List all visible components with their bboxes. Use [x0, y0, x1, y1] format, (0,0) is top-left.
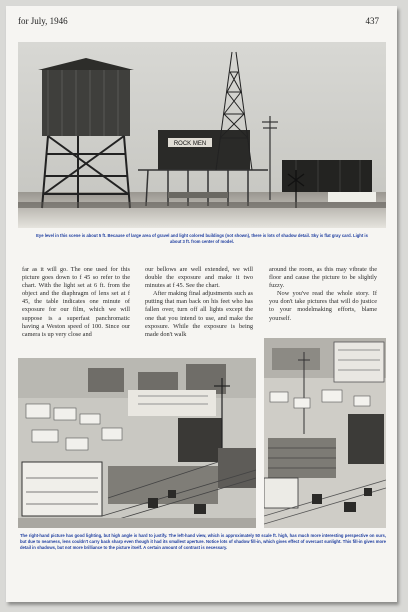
column-3-paragraph-2: Now you've read the whole story. If you don't take pictures that will do justice to your modelmaking efforts, blame yourself.	[269, 290, 377, 322]
top-photo-caption: Eye level in this scene is about 5 ft. Because of large area of gravel and light colored buildings (not shown), there is lots of shadow detail. Sky is flat gray card. Light is about 3 ft. from center of model.	[36, 233, 368, 245]
bottom-left-photo-rail-yard	[18, 358, 256, 528]
column-2-paragraph-1: our bellows are well extended, we will double the exposure and make it two minutes at f 45. See the chart.	[145, 266, 253, 290]
coal-dock-sign: ROCK MEN	[173, 141, 207, 147]
bottom-right-photo-high-angle	[264, 338, 386, 528]
page-number: 437	[365, 16, 379, 26]
rail-yard-photo-image	[18, 358, 256, 528]
column-1-paragraph: far as it will go. The one used for this picture goes down to f 45 so refer to the chart. With the light set at 6 ft. from the object and the diaphragm of lens set at f 45, the table indicates one minute of exposure for our film, which we will suppose is a superfast panchromatic having a Weston speed of 100. Since our camera is up very close and	[22, 266, 130, 338]
text-column-1	[22, 266, 130, 339]
magazine-page	[6, 6, 397, 602]
bottom-photos-caption: The right-hand picture has good lighting, but high angle is hard to justify. The left-hand view, which is approximately 50 scale ft. high, has much more interesting perspective on ours, but due to nearness, lens couldn't carry back sharp even though it had its smallest aperture. Notice lots of shadow fill-in, which gives effect of overcast sunlight. This fill-in gives more detail in shadows, but not more brilliance to the picture itself. A certain amount of contrast is necessary.	[20, 533, 386, 551]
header-date: for July, 1946	[18, 16, 68, 26]
text-column-2	[145, 266, 253, 339]
water-tower-photo-image	[18, 42, 386, 228]
column-2-paragraph-2: After making final adjustments such as putting that man back on his feet who has fallen over, turn off all lights except the one that you intend to use, and make the exposure. While the exposure is being made don't walk	[145, 290, 253, 338]
high-angle-photo-image	[264, 338, 386, 528]
top-photo-water-tower-scene	[18, 42, 386, 228]
text-column-3	[269, 266, 377, 323]
column-3-paragraph-1: around the room, as this may vibrate the floor and cause the picture to be slightly fuzzy.	[269, 266, 377, 290]
